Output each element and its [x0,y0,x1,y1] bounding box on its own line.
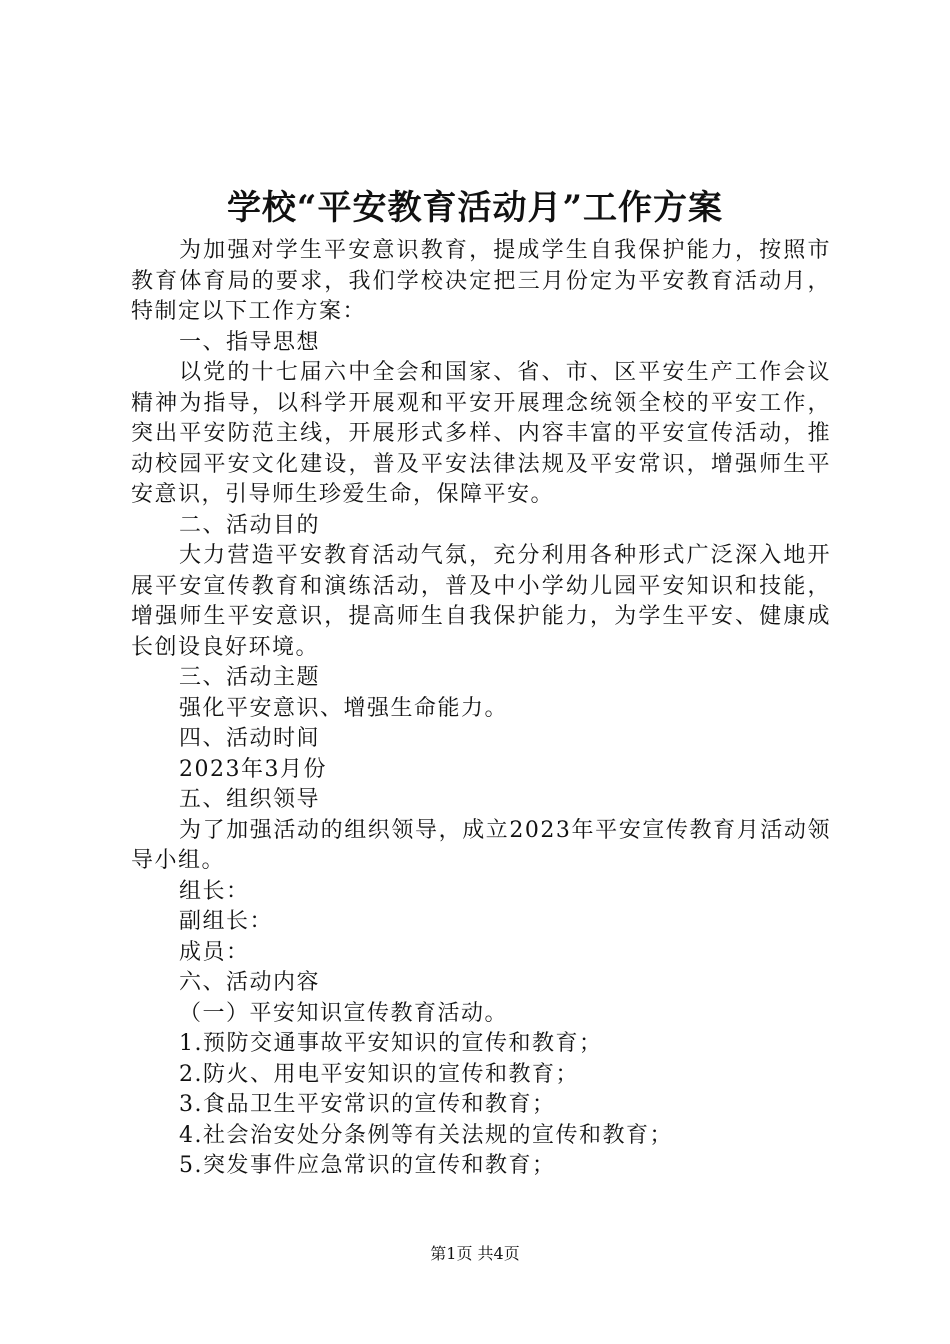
list-item: 2.防火、用电平安知识的宣传和教育； [179,1061,579,1087]
role-line: 成员： [179,939,250,965]
document-body [131,236,831,1182]
intro-paragraph: 为加强对学生平安意识教育，提成学生自我保护能力，按照市教育体育局的要求，我们学校决定把三月份定为平安教育活动月，特制定以下工作方案： [131,238,831,324]
list-item: 5.突发事件应急常识的宣传和教育； [179,1153,556,1178]
body-paragraph: 为了加强活动的组织领导，成立2023年平安宣传教育月活动领导小组。 [131,817,831,873]
section-heading: 四、活动时间 [179,726,321,751]
list-item: 4.社会治安处分条例等有关法规的宣传和教育； [179,1122,673,1148]
role-line: 组长： [179,878,250,904]
list-item: 3.食品卫生平安常识的宣传和教育； [179,1092,556,1117]
subsection-heading: （一）平安知识宣传教育活动。 [179,1000,509,1026]
page-footer: 第1页 共4页 [430,1244,520,1263]
document-title: 学校“平安教育活动月”工作方案 [226,188,724,228]
section-heading: 一、指导思想 [179,329,321,355]
body-paragraph: 2023年3月份 [179,756,327,782]
body-paragraph: 大力营造平安教育活动气氛，充分利用各种形式广泛深入地开展平安宣传教育和演练活动，普及中小学幼儿园平安知识和技能，增强师生平安意识，提高师生自我保护能力，为学生平安、健康成长创设良好环境。 [131,543,831,660]
list-item: 1.预防交通事故平安知识的宣传和教育； [179,1031,603,1056]
body-paragraph: 以党的十七届六中全会和国家、省、市、区平安生产工作会议精神为指导，以科学开展观和平安开展理念统领全校的平安工作，突出平安防范主线，开展形式多样、内容丰富的平安宣传活动，推动校园平安文化建设，普及平安法律法规及平安常识，增强师生平安意识，引导师生珍爱生命，保障平安。 [131,360,831,507]
role-line: 副组长： [179,909,274,934]
section-heading: 二、活动目的 [179,512,321,538]
section-heading: 三、活动主题 [179,665,321,690]
section-heading: 五、组织领导 [179,787,321,812]
body-paragraph: 强化平安意识、增强生命能力。 [179,695,509,721]
section-heading: 六、活动内容 [179,970,321,995]
